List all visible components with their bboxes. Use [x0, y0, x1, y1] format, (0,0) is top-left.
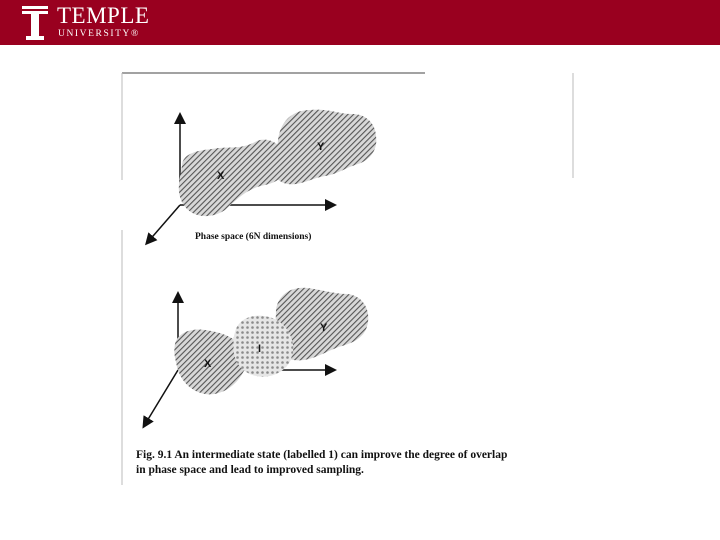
phase-space-figure [120, 70, 580, 490]
brand-subtitle: UNIVERSITY® [58, 29, 140, 39]
phase-space-axis-caption: Phase space (6N dimensions) [195, 232, 312, 242]
top-z-axis [147, 205, 180, 243]
top-region-x-label: X [217, 170, 225, 182]
figure-caption-text: An intermediate state (labelled 1) can improve the degree of overlap in phase space and lead to improved sampling. [136, 449, 508, 476]
bottom-z-axis [144, 370, 178, 426]
bottom-region-x-label: X [204, 358, 212, 370]
figure-caption [136, 448, 516, 478]
top-panel [147, 110, 376, 243]
header-bar [0, 0, 720, 45]
brand-name: TEMPLE [57, 3, 150, 28]
top-region-y-label: Y [317, 141, 325, 153]
bottom-panel [144, 288, 368, 426]
bottom-region-y-label: Y [320, 322, 328, 334]
bottom-region-i-label: I [258, 343, 262, 355]
temple-t-logo-icon [22, 6, 48, 40]
figure-caption-number: Fig. 9.1 [136, 449, 173, 461]
